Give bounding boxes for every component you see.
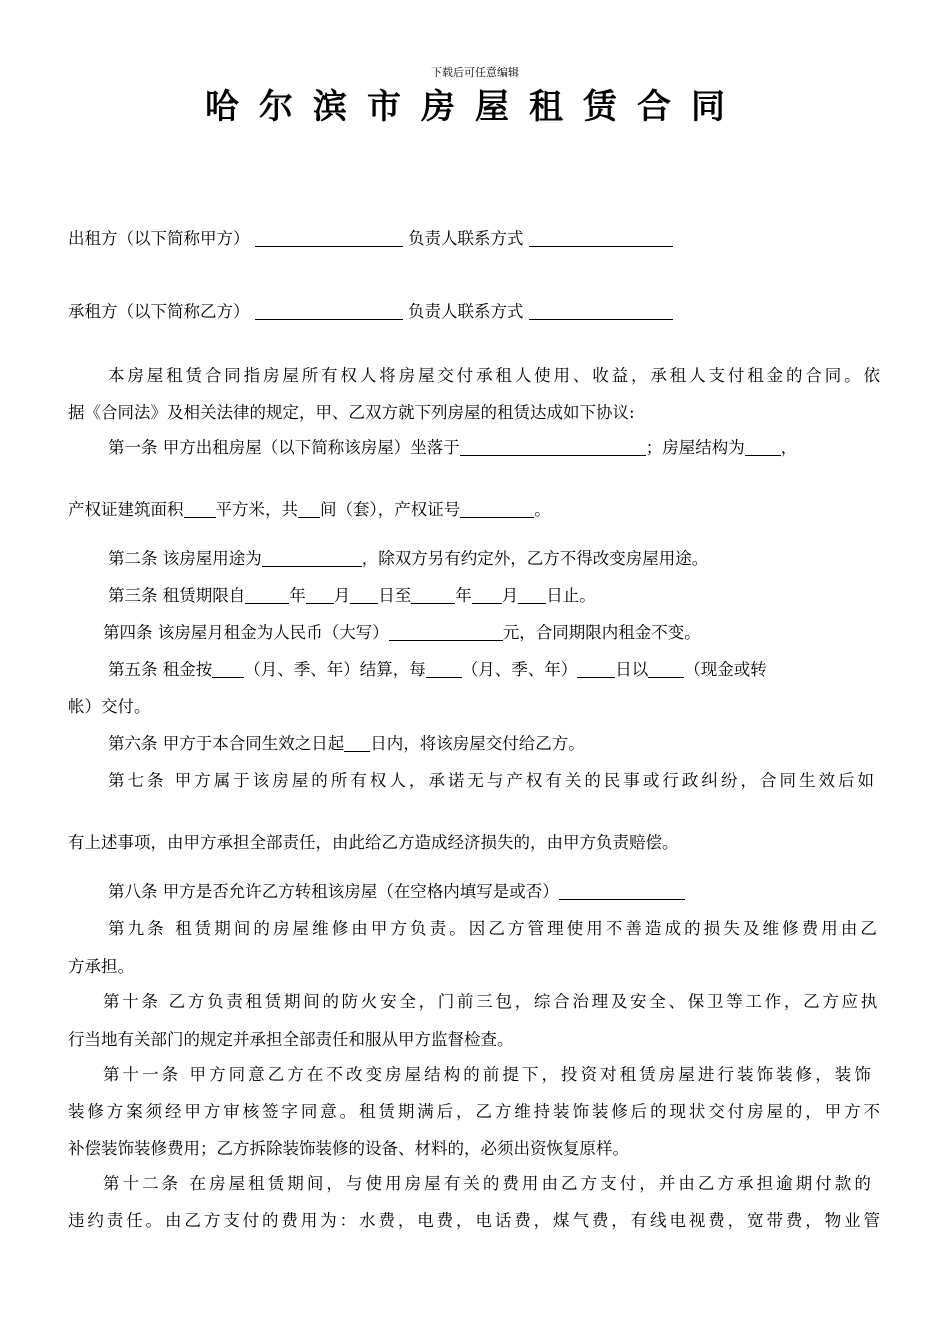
year-label-2: 年 [455,586,472,605]
article-3-text: 第三条 租赁期限自 [108,586,246,605]
cert-blank [460,499,534,518]
end-day-blank [518,585,546,604]
day-end-label: 日止。 [546,586,596,605]
header-note: 下载后可任意编辑 [431,66,519,79]
party-a-name-blank [255,228,403,247]
end-month-blank [472,585,502,604]
article-2-text: 第二条 该房屋用途为 [108,549,262,568]
usage-blank [262,548,362,567]
settle-period-blank [212,659,244,678]
article-6-text: 第六条 甲方于本合同生效之日起 [108,734,345,753]
article-12-line-2 [68,1210,883,1232]
article-1-text: 第一条 甲方出租房屋（以下简称该房屋）坐落于 [108,438,460,457]
article-11-line-2 [68,1101,883,1123]
start-month-blank [306,585,334,604]
article-1-structure-label: ；房屋结构为 [645,438,745,457]
party-a-contact-label: 负责人联系方式 [408,229,524,248]
article-10-line-2: 行当地有关部门的规定并承担全部责任和服从甲方监督检查。 [68,1030,514,1049]
article-10-text-1: 第十条 乙方负责租赁期间的防火安全，门前三包，综合治理及安全、保卫等工作，乙方应执 [103,992,880,1011]
address-blank [460,437,646,456]
article-2-line [108,548,950,570]
intro-text-1: 本房屋租赁合同指房屋所有权人将房屋交付承租人使用、收益，承租人支付租金的合同。依 [108,366,883,385]
area-blank [184,499,216,518]
article-9-line-2: 方承担。 [68,957,134,976]
pay-period-blank [426,659,462,678]
end-year-blank [411,585,455,604]
article-5-text-4: 日以 [615,660,649,679]
article-11-text-2: 装修方案须经甲方审核签字同意。租赁期满后，乙方维持装饰装修后的现状交付房屋的，甲方不 [68,1102,883,1121]
article-6-text-2: 日内，将该房屋交付给乙方。 [370,734,585,753]
pay-method-blank [648,659,684,678]
article-4-text: 第四条 该房屋月租金为人民币（大写） [103,623,389,642]
article-8-line [108,881,950,903]
article-5-text-5: （现金或转 [684,660,767,679]
party-b-label: 承租方（以下简称乙方） [68,302,250,321]
article-12-text-2: 违约责任。由乙方支付的费用为：水费，电费，电话费，煤气费，有线电视费，宽带费，物业管 [68,1211,883,1230]
article-11-line-1 [103,1064,880,1086]
rooms-label: 平方米，共 [215,500,298,519]
party-b-contact-label: 负责人联系方式 [408,302,524,321]
article-5-line-1 [108,659,950,681]
article-12-text-1: 第十二条 在房屋租赁期间，与使用房屋有关的费用由乙方支付，并由乙方承担逾期付款的 [103,1174,874,1193]
sublet-blank [559,881,685,900]
article-7-line-2: 有上述事项，由甲方承担全部责任，由此给乙方造成经济损失的，由甲方负责赔偿。 [68,833,679,852]
year-label: 年 [289,586,306,605]
article-7-text-1: 第七条 甲方属于该房屋的所有权人，承诺无与产权有关的民事或行政纠纷，合同生效后如 [108,771,877,790]
article-5-text-2: （月、季、年）结算，每 [244,660,426,679]
article-1-end: 。 [534,500,551,519]
rooms-blank [298,499,320,518]
month-label-2: 月 [501,586,519,605]
page-title: 哈尔滨市房屋租赁合同 [205,87,745,127]
article-5-text: 第五条 租金按 [108,660,213,679]
intro-line-2: 据《合同法》及相关法律的规定，甲、乙双方就下列房屋的租赁达成如下协议: [68,403,635,422]
day-to-label: 日至 [378,586,412,605]
article-9-text-1: 第九条 租赁期间的房屋维修由甲方负责。因乙方管理使用不善造成的损失及维修费用由乙 [108,919,880,938]
article-5-text-3: （月、季、年） [461,660,578,679]
article-10-line-1 [103,991,880,1013]
article-11-line-3: 补偿装饰装修费用；乙方拆除装饰装修的设备、材料的，必须出资恢复原样。 [68,1139,629,1158]
structure-blank [745,437,781,456]
rent-blank [389,622,503,641]
party-a-label: 出租方（以下简称甲方） [68,229,250,248]
start-year-blank [245,585,289,604]
party-b-contact-blank [529,301,673,320]
month-label: 月 [333,586,351,605]
handover-days-blank [344,733,370,752]
start-day-blank [350,585,378,604]
article-12-line-1 [103,1173,880,1195]
party-b-line [68,301,950,323]
article-5-line-2: 帐）交付。 [68,697,151,716]
area-label: 产权证建筑面积 [68,500,184,519]
article-7-line-1 [108,770,880,792]
cert-label: 间（套），产权证号 [320,500,461,519]
article-6-line [108,733,950,755]
article-11-text-1: 第十一条 甲方同意乙方在不改变房屋结构的前提下，投资对租赁房屋进行装饰装修，装饰 [103,1065,874,1084]
party-a-contact-blank [529,228,673,247]
article-1-line-1 [108,437,950,459]
intro-line-1 [108,365,883,387]
article-2-text-2: ，除双方另有约定外，乙方不得改变房屋用途。 [361,549,709,568]
article-4-line [103,622,950,644]
article-3-line [108,585,950,607]
article-1-comma: ， [780,438,798,457]
article-1-line-2 [68,499,950,521]
article-4-text-2: 元，合同期限内租金不变。 [502,623,701,642]
party-b-name-blank [255,301,403,320]
article-8-text: 第八条 甲方是否允许乙方转租该房屋（在空格内填写是或否） [108,882,559,901]
pay-day-blank [577,659,615,678]
party-a-line [68,228,950,250]
article-9-line-1 [108,918,880,940]
